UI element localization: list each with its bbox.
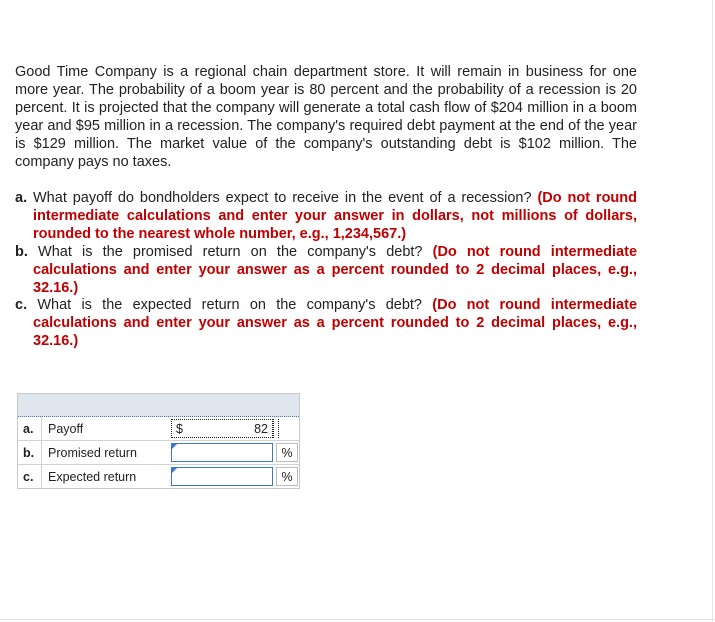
- frame-edge: [712, 0, 713, 622]
- answer-row-promised-return: [18, 440, 299, 464]
- input-flag-icon: [172, 468, 177, 473]
- currency-prefix: $: [176, 421, 183, 436]
- row-label: Expected return: [41, 465, 165, 488]
- question-note: (Do not round intermediate calculations and enter your answer as a percent rounded to 2 decimal places, e.g., 32.16.): [33, 243, 638, 296]
- question-letter: a.: [15, 190, 28, 206]
- question-note: (Do not round intermediate calculations and enter your answer in dollars, not millions of dollars, rounded to the nearest whole number, e.g., 1,234,567.): [33, 190, 638, 242]
- input-flag-icon: [172, 444, 177, 449]
- question-text: What is the promised return on the company's debt?: [38, 243, 423, 260]
- expected-return-input[interactable]: [171, 467, 273, 486]
- question-letter: b.: [15, 243, 28, 260]
- percent-unit: %: [276, 443, 298, 462]
- percent-unit: %: [276, 467, 298, 486]
- row-letter: c.: [23, 469, 34, 484]
- question-list: [15, 190, 637, 351]
- row-label: Promised return: [41, 441, 165, 464]
- answer-row-expected-return: [18, 464, 299, 488]
- question-letter: c.: [15, 297, 28, 314]
- question-note: (Do not round intermediate calculations and enter your answer as a percent rounded to 2 decimal places, e.g., 32.16.): [33, 297, 638, 350]
- payoff-value: 82: [254, 421, 268, 436]
- payoff-input[interactable]: [171, 419, 273, 438]
- row-letter: a.: [23, 421, 34, 436]
- row-letter: b.: [23, 445, 35, 460]
- answer-table-header: [18, 394, 299, 417]
- answer-row-payoff: [18, 417, 299, 440]
- problem-statement: Good Time Company is a regional chain department store. It will remain in business for one more year. The probability of a boom year is 80 percent and the probability of a recession is 20 percent. It is projected that the company will generate a total cash flow of $204 million in a boom year and $95 million in a recession. The company's required debt payment at the end of the year is $129 million. The market value of the company's outstanding debt is $102 million. The company pays no taxes.: [15, 64, 637, 170]
- question-text: What is the expected return on the company's debt?: [37, 297, 422, 314]
- promised-return-input[interactable]: [171, 443, 273, 462]
- question-c: [15, 297, 637, 351]
- unit-cell: [273, 419, 279, 438]
- row-label: Payoff: [41, 417, 165, 440]
- answer-table: [17, 393, 300, 489]
- question-a: [15, 190, 637, 244]
- question-text: What payoff do bondholders expect to receive in the event of a recession?: [33, 190, 532, 206]
- frame-edge: [0, 619, 715, 620]
- question-b: [15, 244, 637, 298]
